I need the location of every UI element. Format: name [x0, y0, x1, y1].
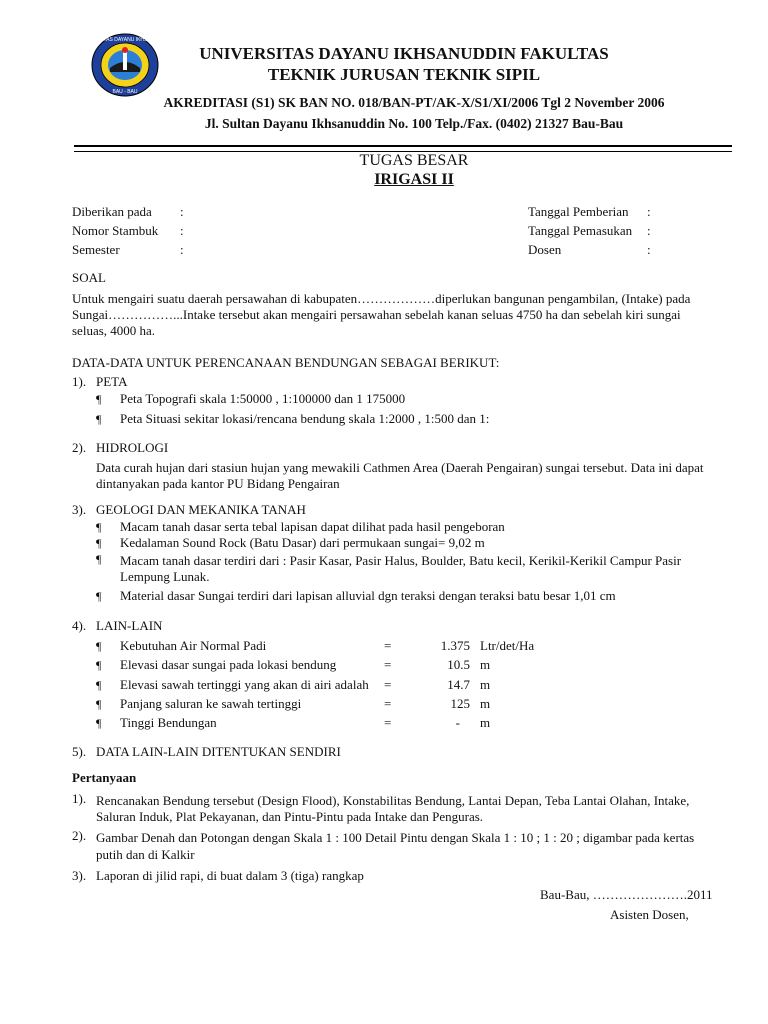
soal-line-1: Untuk mengairi suatu daerah persawahan di kabupaten………………diperlukan bangunan pengambilan, (Intake) pada — [72, 291, 691, 306]
bullet-icon: ¶ — [96, 639, 102, 653]
lain-label: Kebutuhan Air Normal Padi — [120, 638, 267, 653]
pertanyaan-heading: Pertanyaan — [72, 770, 137, 785]
peta-item: Peta Topografi skala 1:50000 , 1:100000 dan 1 175000 — [120, 391, 406, 406]
geologi-item-continued: Lempung Lunak. — [120, 569, 210, 584]
lain-equals: = — [384, 715, 392, 730]
lain-equals: = — [384, 677, 392, 692]
header-faculty: TEKNIK JURUSAN TEKNIK SIPIL — [267, 65, 541, 84]
lain-value: 10.5 — [447, 657, 470, 672]
lain-equals: = — [384, 638, 392, 653]
geologi-item: Kedalaman Sound Rock (Batu Dasar) dari permukaan sungai= 9,02 m — [120, 535, 485, 550]
peta-item: Peta Situasi sekitar lokasi/rencana bendung skala 1:2000 , 1:500 dan 1: — [120, 411, 490, 426]
lain-value: 14.7 — [447, 677, 470, 692]
lain-value: - — [455, 715, 460, 730]
label-semester: Semester — [72, 242, 120, 257]
question-number: 1). — [72, 791, 87, 806]
bullet-icon: ¶ — [96, 536, 102, 550]
colon: : — [647, 204, 651, 219]
label-nomor-stambuk: Nomor Stambuk — [72, 223, 159, 238]
colon: : — [180, 242, 184, 257]
geologi-item: Macam tanah dasar terdiri dari : Pasir Kasar, Pasir Halus, Boulder, Batu kecil, Kerikil-Kerikil Campur Pasir — [120, 553, 682, 568]
section-heading-hidrologi: HIDROLOGI — [96, 440, 169, 455]
label-tanggal-pemberian: Tanggal Pemberian — [528, 204, 629, 219]
signer-title: Asisten Dosen, — [610, 907, 689, 922]
lain-label: Tinggi Bendungan — [120, 715, 217, 730]
title-irigasi: IRIGASI II — [374, 171, 454, 188]
data-heading: DATA-DATA UNTUK PERENCANAAN BENDUNGAN SEBAGAI BERIKUT: — [72, 355, 500, 370]
question-3-line-1: Laporan di jilid rapi, di buat dalam 3 (tiga) rangkap — [96, 868, 364, 883]
lain-value: 1.375 — [440, 638, 470, 653]
question-2-line-2: putih dan di Kalkir — [96, 847, 195, 862]
bullet-icon: ¶ — [96, 589, 102, 603]
logo-text-top: UNIVERSITAS DAYANU IKHSANUDDIN — [79, 37, 171, 43]
bullet-icon: ¶ — [96, 716, 102, 730]
colon: : — [647, 223, 651, 238]
hidrologi-line-2: dintanyakan pada kantor PU Bidang Pengairan — [96, 476, 340, 491]
header-akreditasi: AKREDITASI (S1) SK BAN NO. 018/BAN-PT/AK-X/S1/XI/2006 Tgl 2 November 2006 — [163, 95, 665, 110]
section-heading-geologi: GEOLOGI DAN MEKANIKA TANAH — [96, 502, 306, 517]
label-diberikan-pada: Diberikan pada — [72, 204, 152, 219]
bullet-icon: ¶ — [96, 552, 102, 566]
lain-unit: m — [480, 696, 491, 711]
geologi-item: Material dasar Sungai terdiri dari lapisan alluvial dgn teraksi dengan teraksi batu besar 1,01 cm — [120, 588, 616, 603]
colon: : — [647, 242, 651, 257]
lain-unit: Ltr/det/Ha — [480, 638, 535, 653]
header-divider-thick — [74, 145, 732, 147]
bullet-icon: ¶ — [96, 520, 102, 534]
lain-equals: = — [384, 696, 392, 711]
question-2-line-1: Gambar Denah dan Potongan dengan Skala 1 : 100 Detail Pintu dengan Skala 1 : 10 ; 1 : 20 ; digambar pada kertas — [96, 830, 695, 845]
soal-line-2: Sungai……………...Intake tersebut akan mengairi persawahan sebelah kanan seluas 4750 ha dan sebelah kiri sungai — [72, 307, 681, 322]
lain-unit: m — [480, 677, 491, 692]
soal-heading: SOAL — [72, 270, 106, 285]
soal-line-3: seluas, 4000 ha. — [72, 323, 156, 338]
question-number: 3). — [72, 868, 87, 883]
lain-unit: m — [480, 657, 491, 672]
header-university: UNIVERSITAS DAYANU IKHSANUDDIN FAKULTAS — [199, 44, 609, 63]
hidrologi-line-1: Data curah hujan dari stasiun hujan yang mewakili Cathmen Area (Daerah Pengairan) sungai tersebut. Data ini dapat — [96, 460, 704, 475]
question-1-line-1: Rencanakan Bendung tersebut (Design Flood), Konstabilitas Bendung, Lantai Depan, Teba Lantai Olahan, Intake, — [96, 793, 690, 808]
lain-value: 125 — [450, 696, 470, 711]
section-number: 5). — [72, 744, 87, 759]
section-number: 1). — [72, 374, 87, 389]
lain-label: Panjang saluran ke sawah tertinggi — [120, 696, 302, 711]
label-tanggal-pemasukan: Tanggal Pemasukan — [528, 223, 633, 238]
lain-equals: = — [384, 657, 392, 672]
bullet-icon: ¶ — [96, 392, 102, 406]
lain-label: Elevasi dasar sungai pada lokasi bendung — [120, 657, 337, 672]
section-number: 2). — [72, 440, 87, 455]
lain-unit: m — [480, 715, 491, 730]
question-1-line-2: Saluran Induk, Plat Pekayanan, dan Pintu-Pintu pada Intake dan Penguras. — [96, 809, 484, 824]
bullet-icon: ¶ — [96, 412, 102, 426]
label-dosen: Dosen — [528, 242, 562, 257]
header-address: Jl. Sultan Dayanu Ikhsanuddin No. 100 Telp./Fax. (0402) 21327 Bau-Bau — [204, 116, 624, 131]
bullet-icon: ¶ — [96, 658, 102, 672]
question-number: 2). — [72, 828, 87, 843]
section-number: 4). — [72, 618, 87, 633]
colon: : — [180, 223, 184, 238]
geologi-item: Macam tanah dasar serta tebal lapisan dapat dilihat pada hasil pengeboran — [120, 519, 505, 534]
section-heading-data-lain: DATA LAIN-LAIN DITENTUKAN SENDIRI — [96, 744, 341, 759]
section-number: 3). — [72, 502, 87, 517]
section-heading-peta: PETA — [96, 374, 128, 389]
title-tugas-besar: TUGAS BESAR — [359, 152, 469, 169]
lain-label: Elevasi sawah tertinggi yang akan di airi adalah — [120, 677, 369, 692]
logo-text-bottom: BAU - BAU — [112, 89, 138, 95]
colon: : — [180, 204, 184, 219]
section-heading-lain-lain: LAIN-LAIN — [96, 618, 163, 633]
bullet-icon: ¶ — [96, 697, 102, 711]
bullet-icon: ¶ — [96, 678, 102, 692]
place-date: Bau-Bau, ………………….2011 — [540, 887, 713, 902]
